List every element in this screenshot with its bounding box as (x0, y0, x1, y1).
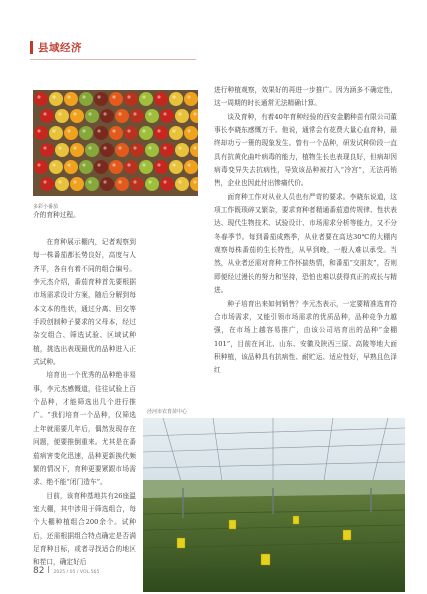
footer-divider (48, 566, 49, 573)
paragraph: 面育种工作对从业人员也有严苛的要求。李晓东说道，这项工作既琐碎又繁杂，要求育种者精通番茄遗传规律、性状表达、现代生物技术、试验设计、市场需求分析等能力，又不分冬春季节。每到番茄成熟季，从业者要在高达30℃的大棚内观察每株番茄的生长特性，从早到晚，一般人难以承受。当然，从业者还需对育种工作怀揣热情，和番茄“交朋友”，否则即便经过漫长的努力和坚持，恐怕也难以获得真正的成长与精进。 (214, 192, 397, 295)
section-title: 县域经济 (38, 42, 82, 54)
tomato-caption: 多彩小番茄 (33, 204, 59, 210)
tomato-photo (33, 90, 198, 196)
issue-info: 2025 / 05 / VOL.565 (53, 570, 100, 575)
paragraph: 目前，该育种基地共有26座温室大棚，其中涉用于筛选组合，每个大棚种植组合200余个。试种后，还需根据组合特点确定是否满足育种目标，或者寻找适合的地区和茬口，确定好后 (33, 491, 136, 567)
left-top-paragraph (33, 209, 200, 222)
paragraph: 在育种展示棚内，记者观察到每一株番茄都长势良好，高度与人齐平，各自有着不同的组合编号。李元杰介绍，番茄育种首先要根据市场需求设计方案，随后分解到每本文本的性状，通过分离、回交等手段创制种子要求的父母本，经过杂交组合、筛选试验、区域试种植，挑选出表现最优的品种进入正式试种。 (33, 238, 136, 367)
section-marker (30, 41, 33, 54)
greenhouse-caption: 泾河市农育苗中心 (147, 409, 188, 415)
paragraph: 培育出一个优秀的品种绝非易事，李元杰感慨道，往往试验上百个品种，才能筛选出几个进行推广。“我们培育一个品种，仅筛选上年就需要几年后，偶然发现存在问题，便要推倒重来。尤其是在番茄病害变化迅速，品种更新换代频繁的情况下，育种更要紧跟市场需求、绝不能“闭门造车”。 (33, 371, 136, 487)
section-header (30, 40, 82, 55)
left-column (33, 236, 136, 570)
paragraph: 种子培育出来如何销售？李元杰表示，一定要精准选育符合市场需求，又能引领市场需求的优质品种，品种竞争力越强，在市场上越容易推广，由该公司培育出的品种“金棚101”，目前在河北、山东、安徽及陕西三原、高陵等地大面积种植，该品种具有抗病性、耐贮运、适应性好，早熟且色泽红 (214, 299, 397, 375)
page-number: 82 (33, 566, 45, 576)
page-footer (33, 566, 99, 576)
paragraph: 进行种植观察，效果好的再进一步推广。因为涵多不确定性，这一周期的时长通常无法精确计算。 (214, 86, 397, 108)
paragraph: 介的育种过程。 (33, 211, 80, 219)
paragraph: 谈及育种，有着40年育种经验的西安金鹏种苗有限公司董事长李晓东感慨万千。他说，通常会有花费大量心血育种，最终却功亏一篑的现象发生。曾有一个品种，研发试种阶段一直具有抗黄化曲叶病毒的能力，植物生长也表现良好，但病却因病毒变异失去抗病性，导致该品种被打入“冷宫”，无法再销售，企业也因此付出惨痛代价。 (214, 112, 397, 188)
header-rule (30, 59, 196, 60)
right-column (214, 84, 397, 378)
greenhouse-photo (143, 418, 405, 592)
